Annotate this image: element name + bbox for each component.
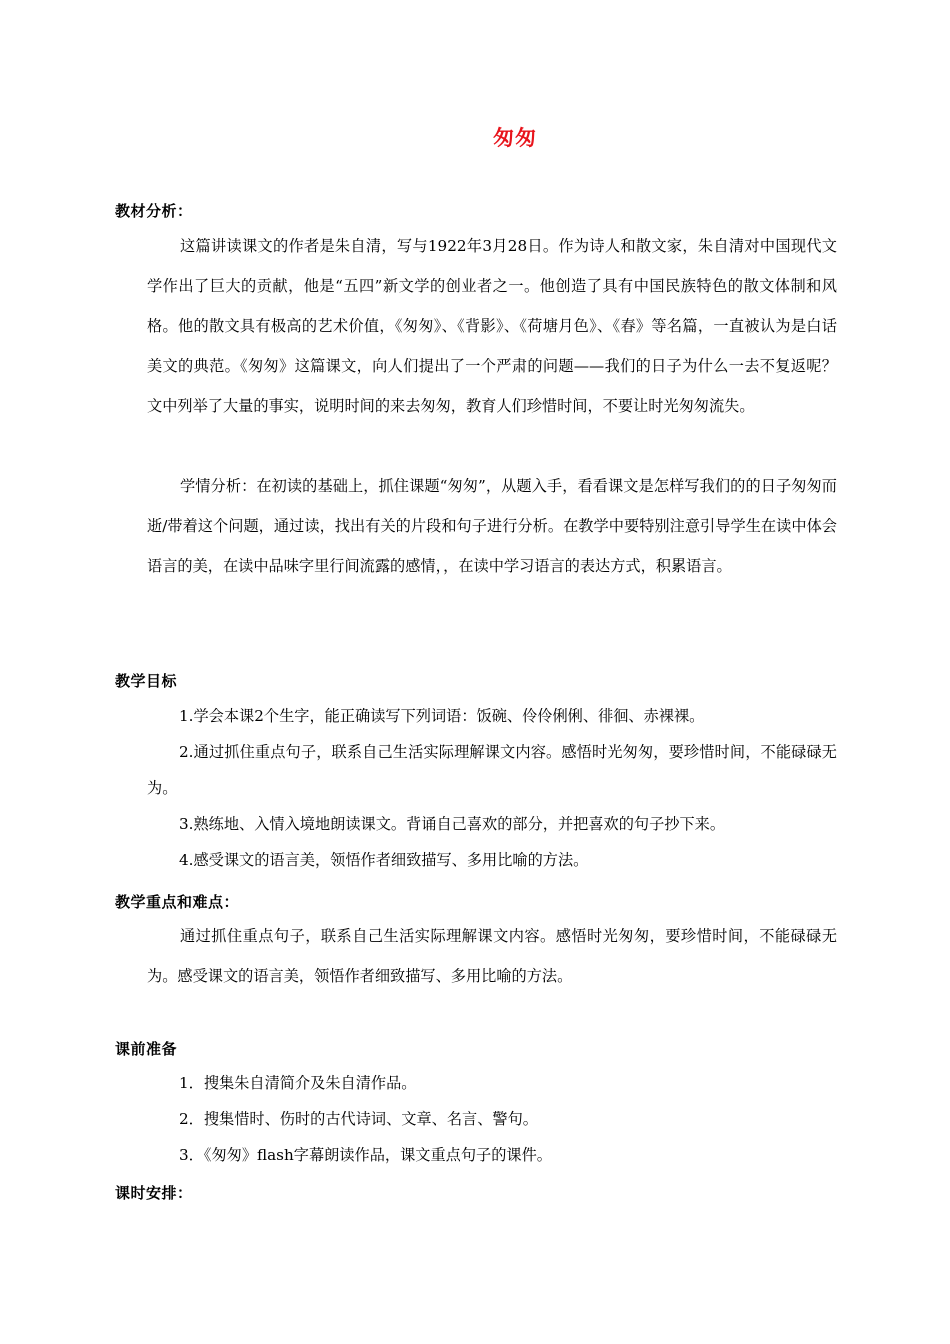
goal-item: 3.熟练地、入情入境地朗读课文。背诵自己喜欢的部分，并把喜欢的句子抄下来。 <box>179 815 726 833</box>
heading-preparation: 课前准备 <box>115 1040 178 1058</box>
heading-schedule: 课时安排： <box>115 1184 193 1202</box>
preparation-item: 1．搜集朱自清简介及朱自清作品。 <box>179 1074 417 1092</box>
goal-item: 2.通过抓住重点句子，联系自己生活实际理解课文内容。感悟时光匆匆，要珍惜时间，不能碌碌无为。 <box>147 743 837 797</box>
heading-teaching-goals: 教学目标 <box>115 672 178 690</box>
paragraph-student-analysis: 学情分析：在初读的基础上，抓住课题“匆匆”，从题入手，看看课文是怎样写我们的的日子匆匆而逝/带着这个问题，通过读，找出有关的片段和句子进行分析。在教学中要特别注意引导学生在读中体会语言的美，在读中品味字里行间流露的感情，，在读中学习语言的表达方式，积累语言。 <box>147 477 837 575</box>
preparation-item: 2．搜集惜时、伤时的古代诗词、文章、名言、警句。 <box>179 1110 538 1128</box>
paragraph-key-points: 通过抓住重点句子，联系自己生活实际理解课文内容。感悟时光匆匆，要珍惜时间，不能碌碌无为。感受课文的语言美，领悟作者细致描写、多用比喻的方法。 <box>147 927 837 985</box>
heading-textbook-analysis: 教材分析： <box>115 202 193 220</box>
document-title: 匆匆 <box>493 126 537 150</box>
preparation-list <box>147 1065 837 1173</box>
heading-key-points: 教学重点和难点： <box>115 893 240 911</box>
goal-item: 4.感受课文的语言美，领悟作者细致描写、多用比喻的方法。 <box>179 851 589 869</box>
paragraph-textbook-analysis: 这篇讲读课文的作者是朱自清，写与1922年3月28日。作为诗人和散文家，朱自清对中国现代文学作出了巨大的贡献，他是“五四”新文学的创业者之一。他创造了具有中国民族特色的散文体制和风格。他的散文具有极高的艺术价值，《匆匆》、《背影》、《荷塘月色》、《春》等名篇，一直被认为是白话美文的典范。《匆匆》这篇课文，向人们提出了一个严肃的问题——我们的日子为什么一去不复返呢？文中列举了大量的事实，说明时间的来去匆匆，教育人们珍惜时间，不要让时光匆匆流失。 <box>147 237 837 415</box>
teaching-goals-list <box>147 698 837 878</box>
goal-item: 1.学会本课2个生字，能正确读写下列词语：饭碗、伶伶俐俐、徘徊、赤裸裸。 <box>179 707 705 725</box>
preparation-item: 3．《匆匆》flash字幕朗读作品，课文重点句子的课件。 <box>179 1146 552 1164</box>
